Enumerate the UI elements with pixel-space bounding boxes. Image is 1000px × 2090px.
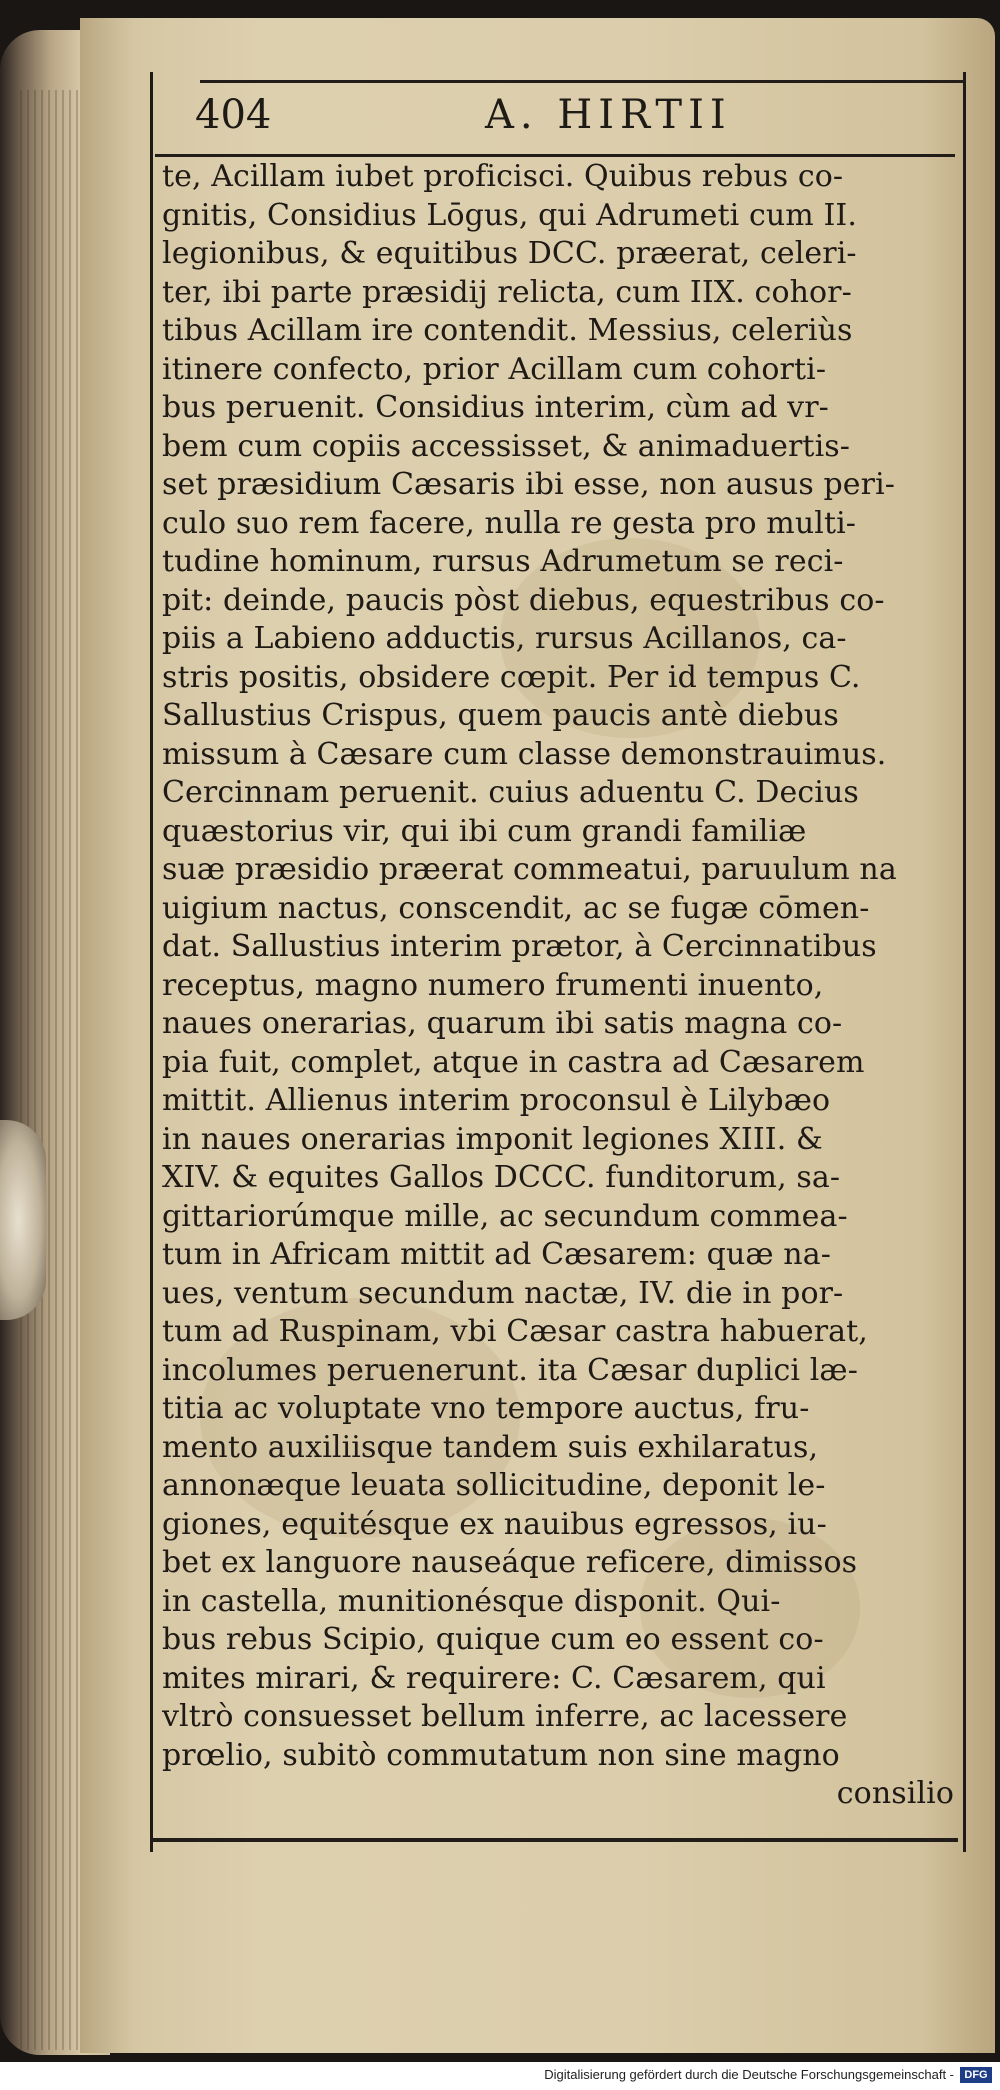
text-line: tum in Africam mittit ad Cæsarem: quæ na- [162,1237,831,1272]
text-line: prœlio, subitò commutatum non sine magno [162,1737,840,1773]
text-line: mento auxiliisque tandem suis exhilaratus, [162,1429,819,1465]
text-line: bus rebus Scipio, quique cum eo essent co- [162,1622,824,1657]
header-rule [155,154,955,157]
text-line: set præsidium Cæsaris ibi esse, non ausus peri- [162,467,896,502]
text-line: legionibus, & equitibus DCC. præerat, celeri- [162,236,857,271]
text-line: ues, ventum secundum nactæ, IV. die in por- [162,1275,844,1311]
text-line: dat. Sallustius interim prætor, à Cercinnatibus [162,929,877,964]
text-line: tum ad Ruspinam, vbi Cæsar castra habuerat, [162,1314,868,1349]
text-line: stris positis, obsidere cœpit. Per id tempus C. [162,659,861,695]
text-line: titia ac voluptate vno tempore auctus, fru- [162,1391,810,1426]
text-line: uigium nactus, conscendit, ac se fugæ cōmen- [162,890,870,926]
text-line: consilio [836,1776,954,1811]
text-line: naues onerarias, quarum ibi satis magna co- [162,1006,843,1041]
text-line: tibus Acillam ire contendit. Messius, celeriùs [162,313,853,348]
text-line: quæstorius vir, qui ibi cum grandi familiæ [162,813,807,849]
text-line: giones, equitésque ex nauibus egressos, iu- [162,1506,827,1542]
text-line: ter, ibi parte præsidij relicta, cum IIX. cohor- [162,274,852,310]
body-text [162,158,962,1814]
text-line: itinere confecto, prior Acillam cum cohorti- [162,351,827,387]
text-line: te, Acillam iubet proficisci. Quibus rebus co- [162,159,844,194]
text-line: XIV. & equites Gallos DCCC. funditorum, sa- [162,1160,841,1195]
digitization-footer [0,2062,1000,2090]
text-line: missum à Cæsare cum classe demonstrauimus. [162,736,887,772]
text-line: mites mirari, & requirere: C. Cæsarem, qui [162,1660,826,1696]
text-line: gnitis, Considius Lōgus, qui Adrumeti cum II. [162,197,858,233]
text-line: piis a Labieno adductis, rursus Acillanos, ca- [162,621,847,656]
book-clasp [0,1120,46,1320]
text-line: pia fuit, complet, atque in castra ad Cæsarem [162,1044,865,1080]
text-line: bet ex languore nauseáque reficere, dimissos [162,1545,858,1580]
text-line: bus peruenit. Considius interim, cùm ad vr- [162,390,829,425]
text-line: pit: deinde, paucis pòst diebus, equestribus co- [162,582,885,618]
top-rule [200,80,965,83]
text-line: receptus, magno numero frumenti inuento, [162,967,824,1003]
text-line: suæ præsidio præerat commeatui, paruulum na [162,852,897,887]
text-line: vltrò consuesset bellum inferre, ac lacessere [162,1699,848,1734]
text-line: annonæque leuata sollicitudine, deponit le- [162,1468,826,1503]
text-line: Cercinnam peruenit. cuius aduentu C. Decius [162,775,859,810]
funding-credit: Digitalisierung gefördert durch die Deutsche Forschungsgemeinschaft - [544,2067,954,2082]
bottom-rule [150,1838,958,1842]
text-line: Sallustius Crispus, quem paucis antè diebus [162,698,839,733]
page-header [155,88,955,148]
text-line: mittit. Allienus interim proconsul è Lilybæo [162,1083,831,1118]
text-line: tudine hominum, rursus Adrumetum se reci- [162,544,844,579]
text-line: incolumes peruenerunt. ita Cæsar duplici læ- [162,1352,858,1388]
page-number: 404 [195,92,272,138]
dfg-logo: DFG [960,2067,992,2083]
text-line: in castella, munitionésque disponit. Qui- [162,1583,781,1619]
text-line: culo suo rem facere, nulla re gesta pro multi- [162,505,857,541]
running-head: A. HIRTII [485,92,732,138]
text-line: bem cum copiis accessisset, & animaduertis- [162,428,851,464]
text-line: gittariorúmque mille, ac secundum commea- [162,1198,848,1234]
text-line: in naues onerarias imponit legiones XIII. & [162,1121,823,1157]
